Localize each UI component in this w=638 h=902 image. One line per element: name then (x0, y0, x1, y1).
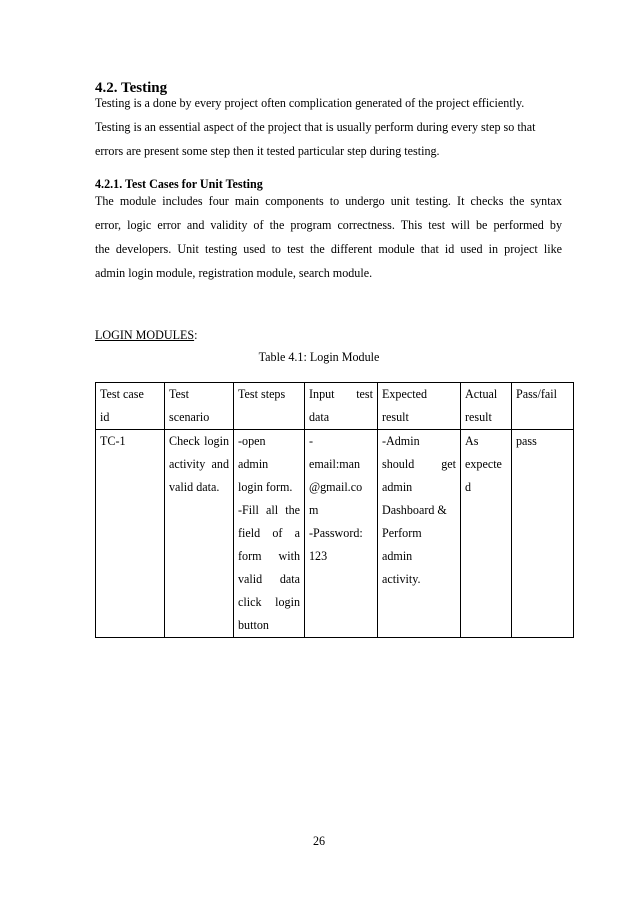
cell-line: Perform (382, 526, 422, 540)
header-line: scenario (169, 410, 210, 424)
header-line: Expected (382, 387, 427, 401)
cell-expected-result (378, 430, 461, 638)
cell-test-case-id (96, 430, 165, 638)
cell-line: activity and (169, 457, 229, 471)
cell-line: Check login (169, 434, 229, 448)
header-line: Actual (465, 387, 498, 401)
cell-line: @gmail.co (309, 480, 363, 494)
unit-testing-paragraph (95, 189, 562, 285)
subsection-heading: 4.2.1. Test Cases for Unit Testing (95, 177, 263, 191)
header-line: Pass/fail (516, 387, 557, 401)
cell-line: TC-1 (100, 434, 126, 448)
cell-line: valid data. (169, 480, 220, 494)
testing-paragraph (95, 91, 562, 163)
header-line: Input test (309, 387, 373, 401)
header-line: data (309, 410, 330, 424)
cell-line: field of a (238, 526, 300, 540)
cell-line: email:man (309, 457, 361, 471)
cell-line: activity. (382, 572, 421, 586)
header-line: Test (169, 387, 189, 401)
cell-line: pass (516, 434, 537, 448)
cell-line: should get (382, 457, 456, 471)
cell-line: -Admin (382, 434, 420, 448)
cell-line: -open (238, 434, 266, 448)
cell-line: 123 (309, 549, 328, 563)
cell-line: admin (382, 549, 413, 563)
cell-line: button (238, 618, 269, 632)
header-actual-result (461, 383, 512, 430)
table-row (96, 430, 574, 638)
table-caption: Table 4.1: Login Module (258, 350, 380, 364)
cell-line: login form. (238, 480, 293, 494)
paragraph-line: The module includes four main components to undergo unit testing. It checks the syntax (95, 194, 562, 208)
paragraph-line: Testing is a done by every project often complication generated of the project efficiently. (95, 96, 525, 110)
cell-test-scenario (165, 430, 234, 638)
cell-line: m (309, 503, 319, 517)
paragraph-line: admin login module, registration module, search module. (95, 266, 373, 280)
paragraph-line: the developers. Unit testing used to test the different module that id used in project like (95, 242, 562, 256)
cell-line: valid data (238, 572, 300, 586)
cell-line: As (465, 434, 479, 448)
cell-line: click login (238, 595, 300, 609)
header-input-test-data (305, 383, 378, 430)
header-line: id (100, 410, 110, 424)
header-line: result (465, 410, 492, 424)
cell-pass-fail (512, 430, 574, 638)
cell-line: Dashboard & (382, 503, 447, 517)
paragraph-line: errors are present some step then it tested particular step during testing. (95, 144, 440, 158)
page-number: 26 (312, 834, 326, 848)
cell-actual-result (461, 430, 512, 638)
header-expected-result (378, 383, 461, 430)
header-test-steps (234, 383, 305, 430)
header-line: result (382, 410, 409, 424)
cell-line: -Password: (309, 526, 363, 540)
cell-line: d (465, 480, 472, 494)
header-line: Test case (100, 387, 144, 401)
header-test-case-id (96, 383, 165, 430)
cell-input-test-data (305, 430, 378, 638)
test-case-table (95, 382, 574, 638)
cell-line: admin (382, 480, 413, 494)
cell-line: form with (238, 549, 300, 563)
section-heading: 4.2. Testing (95, 80, 168, 96)
header-pass-fail (512, 383, 574, 430)
paragraph-line: Testing is an essential aspect of the project that is usually perform during every step so that (95, 120, 536, 134)
paragraph-line: error, logic error and validity of the program correctness. This test will be performed by (95, 218, 562, 232)
table-header-row (96, 383, 574, 430)
cell-line: admin (238, 457, 269, 471)
cell-line: - (309, 434, 314, 448)
cell-line: -Fill all the (238, 503, 300, 517)
header-test-scenario (165, 383, 234, 430)
login-modules-label (95, 326, 197, 344)
login-modules-text: LOGIN MODULES (95, 328, 195, 342)
login-modules-colon: : (194, 328, 198, 342)
cell-test-steps (234, 430, 305, 638)
header-line: Test steps (238, 387, 286, 401)
cell-line: expecte (465, 457, 502, 471)
